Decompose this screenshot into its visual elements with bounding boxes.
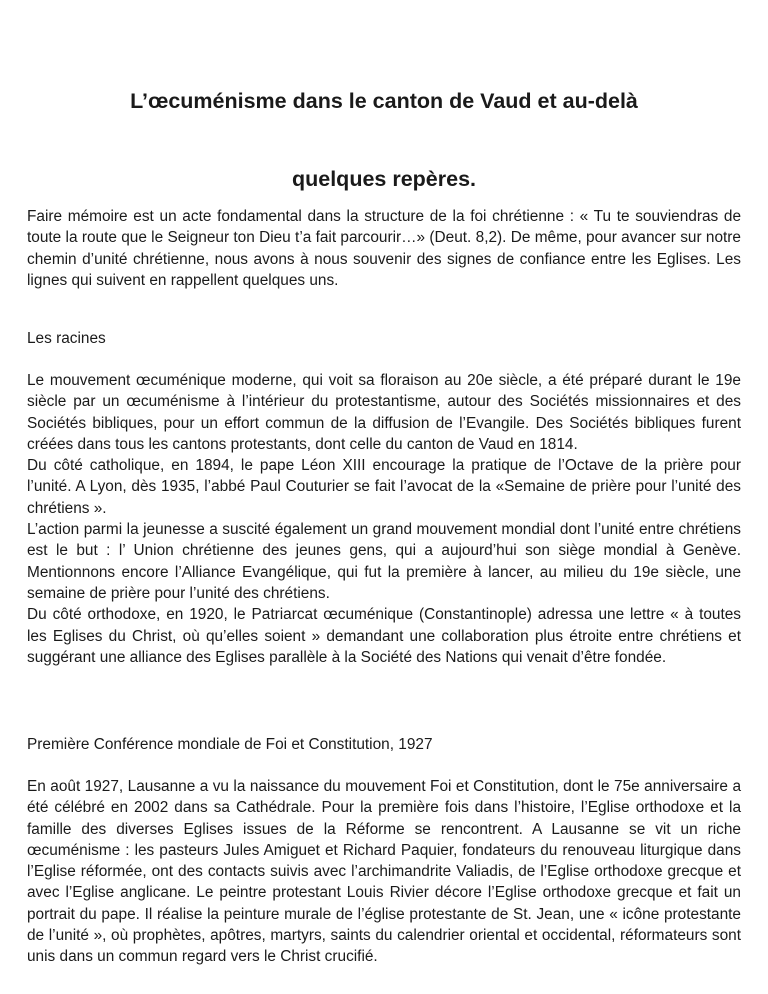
paragraph: Le mouvement œcuménique moderne, qui voit sa floraison au 20e siècle, a été préparé durant le 19e siècle par un œcuménisme à l’intérieur du protestantisme, autour des Sociétés missionnaires et des Sociétés bibliques, pour un effort commun de la diffusion de l’Evangile. Des Sociétés bibliques furent créées dans tous les cantons protestants, dont celle du canton de Vaud en 1814.: [27, 372, 741, 453]
paragraph: Du côté catholique, en 1894, le pape Léon XIII encourage la pratique de l’Octave de la prière pour l’unité. A Lyon, dès 1935, l’abbé Paul Couturier se fait l’avocat de la «Semaine de prière pour l’unité des chrétiens ».: [27, 457, 741, 517]
paragraph: Du côté orthodoxe, en 1920, le Patriarcat œcuménique (Constantinople) adressa une lettre « à toutes les Eglises du Christ, où qu’elles soient » demandant une collaboration plus étroite entre chrétiens et suggérant une alliance des Eglises parallèle à la Société des Nations qui venait d’être fondée.: [27, 606, 741, 666]
section-heading-conference: Première Conférence mondiale de Foi et Constitution, 1927: [27, 736, 433, 753]
section-body-conference: [27, 776, 741, 968]
section-body-racines: [27, 370, 741, 668]
page-title: L’œcuménisme dans le canton de Vaud et au-delà: [130, 89, 638, 113]
section-heading-racines: Les racines: [27, 330, 106, 347]
intro-paragraph: Faire mémoire est un acte fondamental dans la structure de la foi chrétienne : « Tu te souviendras de toute la route que le Seigneur ton Dieu t’a fait parcourir…» (Deut. 8,2). De même, pour avancer sur notre chemin d’unité chrétienne, nous avons à nous souvenir des signes de confiance entre les Eglises. Les lignes qui suivent en rappellent quelques uns.: [27, 208, 741, 289]
paragraph: En août 1927, Lausanne a vu la naissance du mouvement Foi et Constitution, dont le 75e anniversaire a été célébré en 2002 dans sa Cathédrale. Pour la première fois dans l’histoire, l’Eglise orthodoxe et la famille des diverses Eglises issues de la Réforme se rencontrent. A Lausanne se vit un riche œcuménisme : les pasteurs Jules Amiguet et Richard Paquier, fondateurs du renouveau liturgique dans l’Eglise réformée, ont des contacts suivis avec l’archimandrite Valiadis, de l’Eglise orthodoxe grecque et avec l’Eglise anglicane. Le peintre protestant Louis Rivier décore l’Eglise orthodoxe grecque et fait un portrait du pape. Il réalise la peinture murale de l’église protestante de St. Jean, une « icône protestante de l’unité », où prophètes, apôtres, martyrs, saints du calendrier oriental et occidental, réformateurs sont unis dans un commun regard vers le Christ crucifié.: [27, 778, 741, 966]
paragraph: L’action parmi la jeunesse a suscité également un grand mouvement mondial dont l’unité entre chrétiens est le but : l’ Union chrétienne des jeunes gens, qui a aujourd’hui son siège mondial à Genève. Mentionnons encore l’Alliance Evangélique, qui fut la première à lancer, au milieu du 19e siècle, une semaine de prière pour l’unité des chrétiens.: [27, 521, 741, 602]
page-subtitle: quelques repères.: [291, 167, 477, 191]
